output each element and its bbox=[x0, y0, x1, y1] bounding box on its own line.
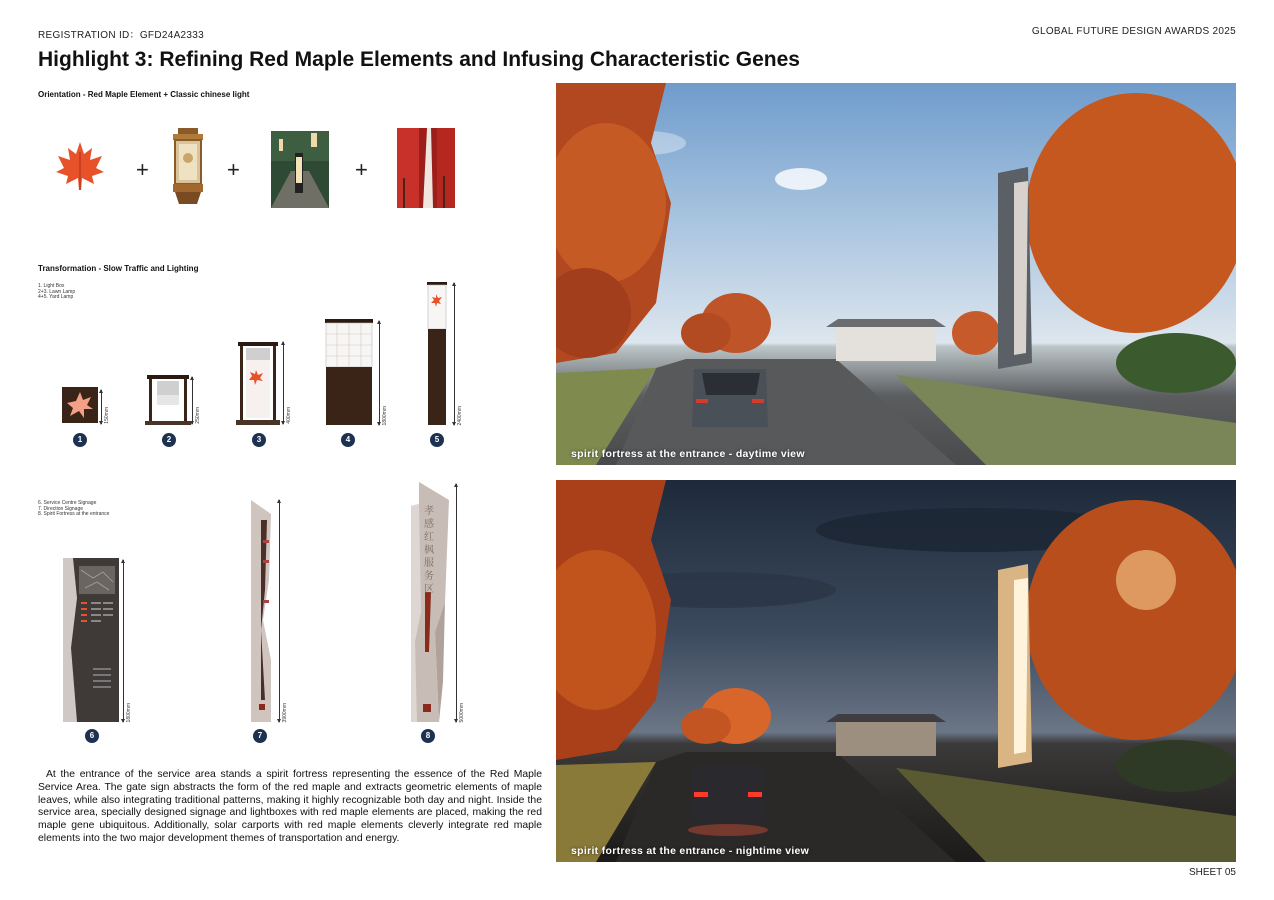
daytime-render bbox=[556, 83, 1236, 465]
palace-lantern-icon bbox=[170, 128, 206, 213]
maple-leaf-icon bbox=[54, 140, 106, 197]
registration-id: REGISTRATION ID：GFD24A2333 bbox=[38, 30, 204, 41]
item-marker: 4 bbox=[341, 433, 355, 447]
sheet-number: SHEET 05 bbox=[1188, 867, 1236, 878]
page-title: Highlight 3: Refining Red Maple Elements and Infusing Characteristic Genes bbox=[38, 48, 800, 71]
lighting-legend bbox=[38, 284, 75, 301]
legend-item: 1. Light Box bbox=[38, 283, 65, 289]
item-marker: 2 bbox=[162, 433, 176, 447]
service-centre-signage-drawing bbox=[63, 558, 119, 727]
description-paragraph: At the entrance of the service area stands a spirit fortress representing the essence of the Red Maple Service Area. The gate sign abstracts the form of the red maple and extracts geometric elements of maple leaves, while also integrating traditional patterns, making it highly recognizable both day and night. Inside the service area, specially designed signage and lightboxes with red maple elements are placed, making the red maple gene ubiquitous. Additionally, solar carports with red maple elements cleverly integrate red maple elements into the two major development themes of transportation and energy. bbox=[38, 769, 542, 844]
pylon-text: 孝感红枫服务区 bbox=[424, 506, 434, 595]
nighttime-render bbox=[556, 480, 1236, 862]
award-name: GLOBAL FUTURE DESIGN AWARDS 2025 bbox=[1031, 26, 1236, 37]
orientation-heading: Orientation - Red Maple Element + Classic chinese light bbox=[38, 90, 250, 99]
yard-lamp-tall-drawing bbox=[427, 282, 447, 430]
legend-item: 2+3. Lawn Lamp bbox=[38, 288, 76, 295]
legend-item: 4+5. Yard Lamp bbox=[38, 294, 74, 301]
legend-item: 6. Service Centre Signage bbox=[38, 500, 97, 506]
legend-item: 8. Spirit Fortress at the entrance bbox=[38, 511, 110, 518]
transformation-heading: Transformation - Slow Traffic and Lighting bbox=[38, 264, 199, 273]
daytime-caption: spirit fortress at the entrance - daytime view bbox=[571, 448, 805, 460]
garden-lamp-photo bbox=[271, 131, 329, 213]
item-marker: 8 bbox=[421, 729, 435, 743]
direction-signage-drawing bbox=[249, 500, 273, 727]
light-box-drawing bbox=[62, 387, 98, 428]
item-marker: 7 bbox=[253, 729, 267, 743]
plus-sign: + bbox=[355, 157, 368, 182]
lawn-lamp-tall-drawing bbox=[236, 342, 280, 430]
red-maple-avenue-photo bbox=[397, 128, 455, 213]
plus-sign: + bbox=[227, 157, 240, 182]
item-marker: 6 bbox=[85, 729, 99, 743]
legend-item: 7. Direction Signage bbox=[38, 505, 84, 512]
yard-lamp-drawing bbox=[325, 319, 373, 430]
nighttime-caption: spirit fortress at the entrance - nightime view bbox=[571, 845, 810, 857]
lawn-lamp-drawing bbox=[145, 375, 191, 430]
item-marker: 1 bbox=[73, 433, 87, 447]
plus-sign: + bbox=[136, 157, 149, 182]
item-marker: 3 bbox=[252, 433, 266, 447]
item-marker: 5 bbox=[430, 433, 444, 447]
signage-legend bbox=[38, 501, 109, 518]
